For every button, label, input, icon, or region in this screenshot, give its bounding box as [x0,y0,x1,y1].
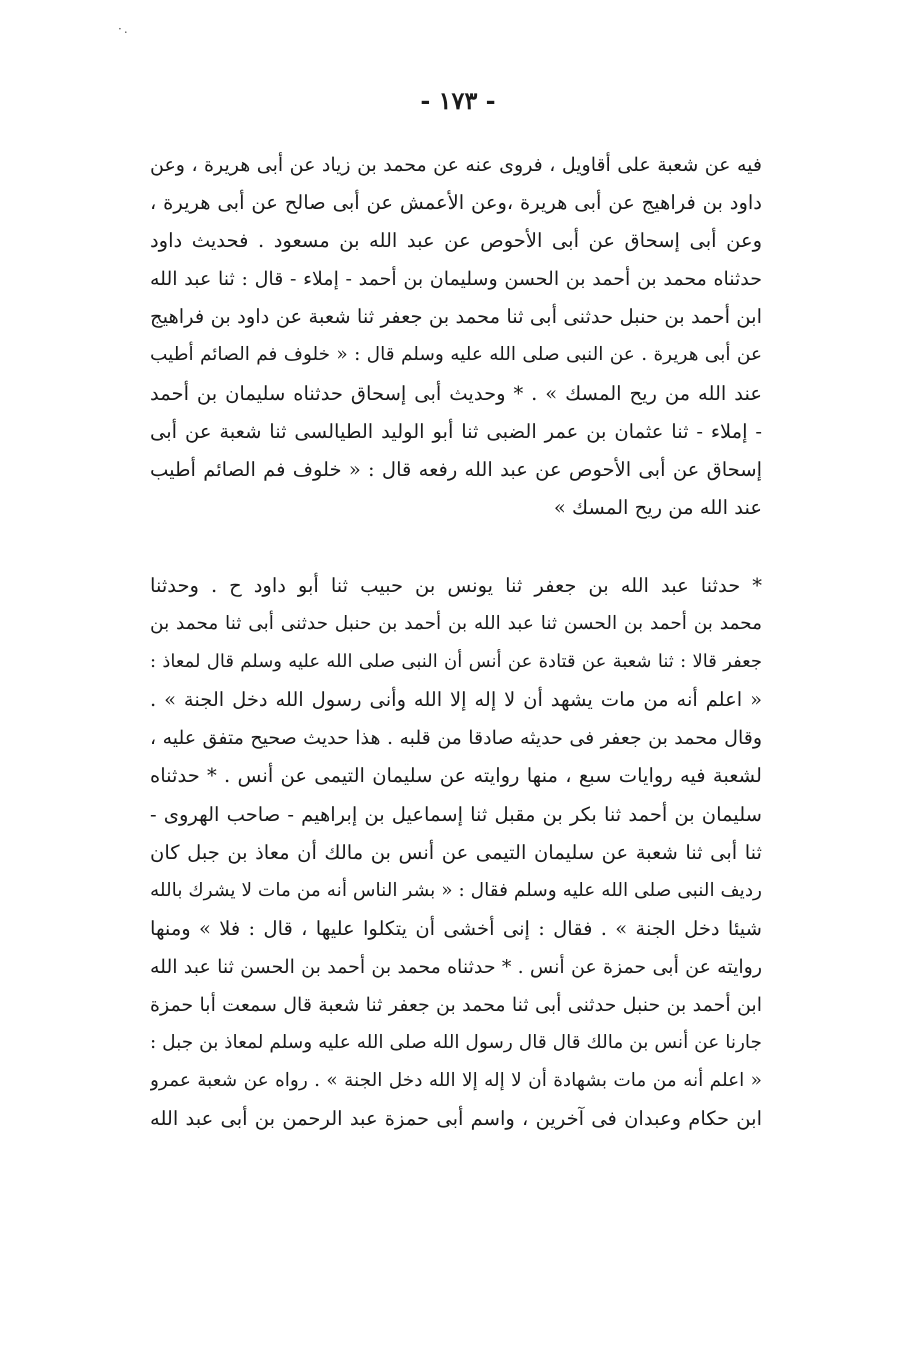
text-line: روايته عن أبى حمزة عن أنس . * حدثناه محمد بن أحمد بن الحسن ثنا عبد الله [150,955,762,978]
paragraph-2 [150,567,762,1138]
paragraph-1 [150,146,762,527]
text-line: ابن أحمد بن حنبل حدثنى أبى ثنا محمد بن جعفر ثنا شعبة قال سمعت أبا حمزة [150,994,762,1017]
text-line: جارنا عن أنس بن مالك قال قال رسول الله صلى الله عليه وسلم لمعاذ بن جبل : [150,1032,762,1054]
text-line: ثنا أبى ثنا شعبة عن سليمان التيمى عن أنس بن مالك أن معاذ بن جبل كان [150,840,762,864]
text-line: محمد بن أحمد بن الحسن ثنا عبد الله بن أحمد بن حنبل حدثنى أبى ثنا محمد بن [150,613,762,635]
text-line: ابن حكام وعبدان فى آخرين ، واسم أبى حمزة عبد الرحمن بن أبى عبد الله [150,1107,762,1131]
page-number: - ١٧٣ - [420,86,496,115]
text-line: عند الله من ريح المسك » . * وحديث أبى إسحاق حدثناه سليمان بن أحمد [150,381,762,405]
text-line: شيئا دخل الجنة » . فقال : إنى أخشى أن يتكلوا عليها ، قال : فلا » ومنها [150,916,762,940]
text-line: عن أبى هريرة . عن النبى صلى الله عليه وسلم قال : « خلوف فم الصائم أطيب [150,344,762,366]
text-line: فيه عن شعبة على أقاويل ، فروى عنه عن محمد بن زياد عن أبى هريرة ، وعن [150,154,762,176]
text-line: داود بن فراهيج عن أبى هريرة ،وعن الأعمش عن أبى صالح عن أبى هريرة ، [150,191,762,215]
text-line: * حدثنا عبد الله بن جعفر ثنا يونس بن حبيب ثنا أبو داود ح . وحدثنا [150,574,762,597]
text-line: ابن أحمد بن حنبل حدثنى أبى ثنا محمد بن جعفر ثنا شعبة عن داود بن فراهيج [150,305,762,329]
text-line: سليمان بن أحمد ثنا بكر بن مقبل ثنا إسماعيل بن إبراهيم - صاحب الهروى - [150,802,762,826]
text-line: « اعلم أنه من مات يشهد أن لا إله إلا الله وأنى رسول الله دخل الجنة » . [150,688,762,712]
text-line: حدثناه محمد بن أحمد بن الحسن وسليمان بن أحمد - إملاء - قال : ثنا عبد الله [150,268,762,291]
text-line: جعفر قالا : ثنا شعبة عن قتادة عن أنس أن النبى صلى الله عليه وسلم قال لمعاذ : [150,651,762,673]
text-line: رديف النبى صلى الله عليه وسلم فقال : « بشر الناس أنه من مات لا يشرك بالله [150,879,762,901]
text-line: عند الله من ريح المسك » [553,495,762,519]
text-line: إسحاق عن أبى الأحوص عن عبد الله رفعه قال : « خلوف فم الصائم أطيب [150,457,762,481]
text-line: وعن أبى إسحاق عن أبى الأحوص عن عبد الله بن مسعود . فحديث داود [150,229,762,253]
corner-specks: ·. [118,22,130,36]
text-line: « اعلم أنه من مات بشهادة أن لا إله إلا الله دخل الجنة » . رواه عن شعبة عمرو [150,1070,762,1092]
text-line: وقال محمد بن جعفر فى حديثه صادقا من قلبه . هذا حديث صحيح متفق عليه ، [150,727,762,750]
text-line: لشعبة فيه روايات سبع ، منها روايته عن سليمان التيمى عن أنس . * حدثناه [150,764,762,788]
text-line: - إملاء - ثنا عثمان بن عمر الضبى ثنا أبو الوليد الطيالسى ثنا شعبة عن أبى [150,419,762,443]
